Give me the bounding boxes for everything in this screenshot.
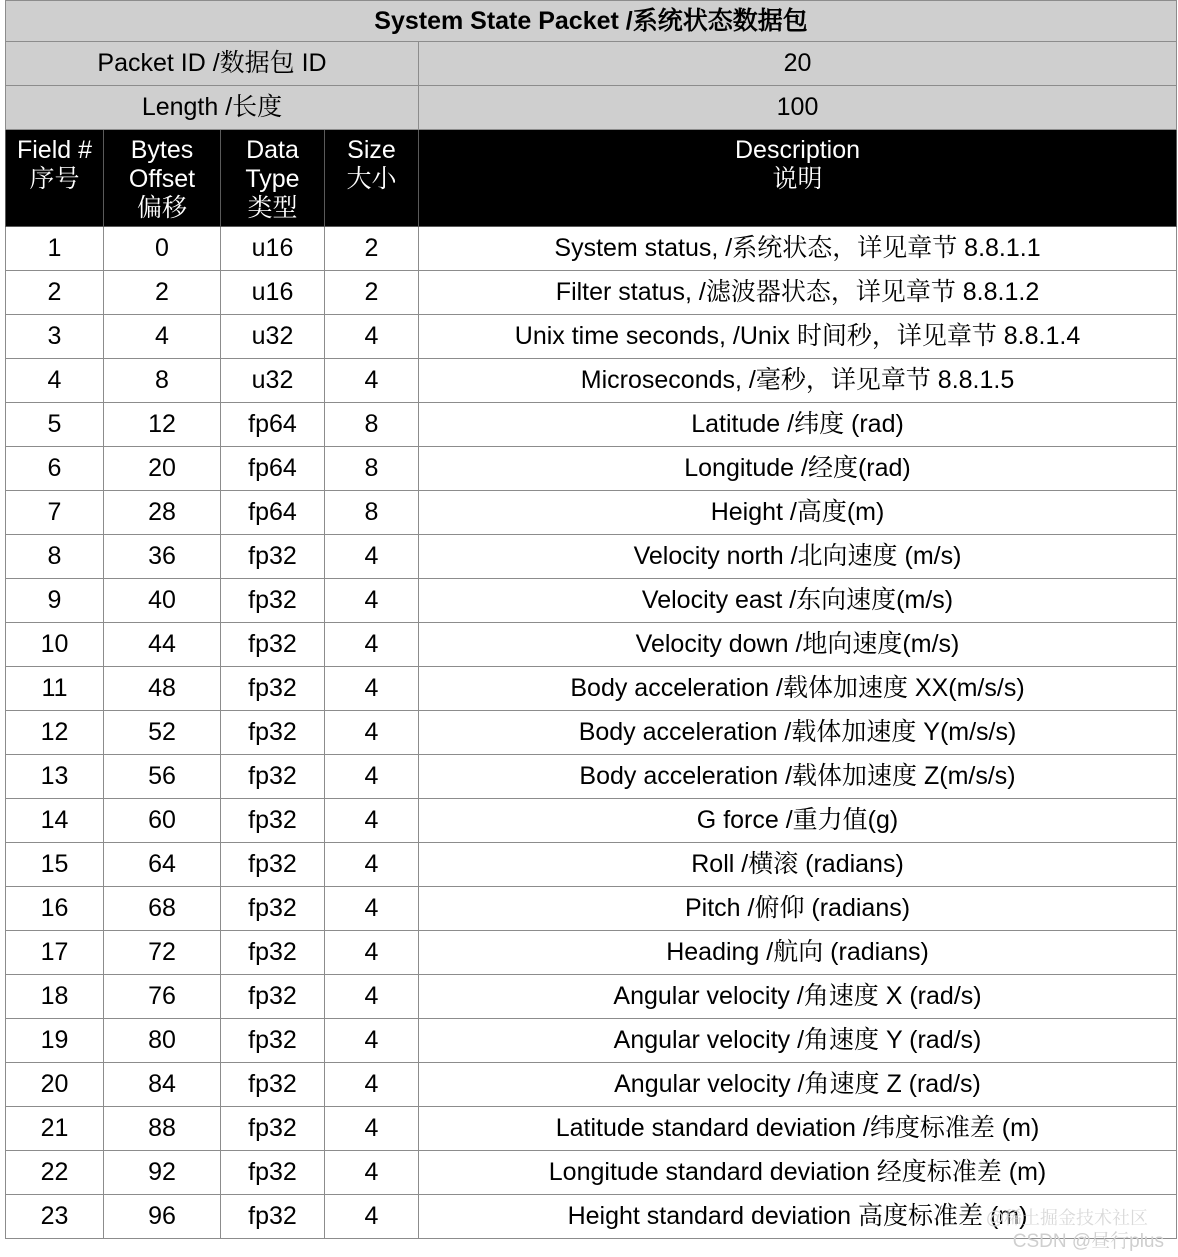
data-type-cell: u16 <box>221 271 325 315</box>
size-cell: 8 <box>325 491 419 535</box>
size-cell: 4 <box>325 799 419 843</box>
data-type-cell: fp32 <box>221 711 325 755</box>
byte-offset-cell: 96 <box>104 1195 221 1239</box>
field-number-cell: 18 <box>6 975 104 1019</box>
byte-offset-cell: 12 <box>104 403 221 447</box>
size-cell: 4 <box>325 843 419 887</box>
size-cell: 4 <box>325 1107 419 1151</box>
field-number-cell: 4 <box>6 359 104 403</box>
col-header-field: Field # 序号 <box>6 130 104 227</box>
watermark-csdn: CSDN @昼行plus <box>1012 1231 1164 1252</box>
table-row <box>6 491 1177 535</box>
field-number-cell: 23 <box>6 1195 104 1239</box>
byte-offset-cell: 76 <box>104 975 221 1019</box>
size-cell: 4 <box>325 315 419 359</box>
data-type-cell: u32 <box>221 315 325 359</box>
description-cell: Velocity east /东向速度(m/s) <box>419 579 1177 623</box>
size-cell: 8 <box>325 447 419 491</box>
col-header-type: Data Type 类型 <box>221 130 325 227</box>
field-number-cell: 8 <box>6 535 104 579</box>
description-cell: Angular velocity /角速度 Z (rad/s) <box>419 1063 1177 1107</box>
size-cell: 2 <box>325 227 419 271</box>
table-row <box>6 579 1177 623</box>
size-cell: 4 <box>325 1019 419 1063</box>
table-row <box>6 271 1177 315</box>
field-number-cell: 7 <box>6 491 104 535</box>
data-type-cell: fp32 <box>221 1063 325 1107</box>
table-row <box>6 1019 1177 1063</box>
table-title: System State Packet /系统状态数据包 <box>6 1 1177 42</box>
field-number-cell: 21 <box>6 1107 104 1151</box>
length-label: Length /长度 <box>6 86 419 130</box>
data-type-cell: fp32 <box>221 623 325 667</box>
byte-offset-cell: 36 <box>104 535 221 579</box>
byte-offset-cell: 44 <box>104 623 221 667</box>
data-type-cell: u32 <box>221 359 325 403</box>
length-value: 100 <box>419 86 1177 130</box>
packet-id-value: 20 <box>419 42 1177 86</box>
field-number-cell: 10 <box>6 623 104 667</box>
description-cell: Unix time seconds, /Unix 时间秒，详见章节 8.8.1.4 <box>419 315 1177 359</box>
byte-offset-cell: 20 <box>104 447 221 491</box>
column-header-row <box>6 130 1177 227</box>
description-cell: Height standard deviation 高度标准差 (m) <box>419 1195 1177 1239</box>
field-number-cell: 22 <box>6 1151 104 1195</box>
col-header-size: Size 大小 <box>325 130 419 227</box>
description-cell: Latitude standard deviation /纬度标准差 (m) <box>419 1107 1177 1151</box>
data-type-cell: fp32 <box>221 887 325 931</box>
data-type-cell: fp32 <box>221 1195 325 1239</box>
packet-id-label: Packet ID /数据包 ID <box>6 42 419 86</box>
description-cell: Longitude standard deviation 经度标准差 (m) <box>419 1151 1177 1195</box>
table-row <box>6 843 1177 887</box>
field-number-cell: 1 <box>6 227 104 271</box>
size-cell: 4 <box>325 359 419 403</box>
byte-offset-cell: 56 <box>104 755 221 799</box>
data-type-cell: fp64 <box>221 403 325 447</box>
data-type-cell: fp64 <box>221 491 325 535</box>
field-number-cell: 16 <box>6 887 104 931</box>
size-cell: 8 <box>325 403 419 447</box>
size-cell: 4 <box>325 711 419 755</box>
system-state-packet-table <box>5 0 1177 1239</box>
description-cell: G force /重力值(g) <box>419 799 1177 843</box>
size-cell: 4 <box>325 667 419 711</box>
description-cell: Velocity down /地向速度(m/s) <box>419 623 1177 667</box>
table-row <box>6 975 1177 1019</box>
field-number-cell: 11 <box>6 667 104 711</box>
field-number-cell: 9 <box>6 579 104 623</box>
description-cell: Angular velocity /角速度 Y (rad/s) <box>419 1019 1177 1063</box>
table-row <box>6 227 1177 271</box>
byte-offset-cell: 8 <box>104 359 221 403</box>
data-type-cell: fp32 <box>221 843 325 887</box>
description-cell: Filter status, /滤波器状态，详见章节 8.8.1.2 <box>419 271 1177 315</box>
data-type-cell: fp32 <box>221 1019 325 1063</box>
byte-offset-cell: 88 <box>104 1107 221 1151</box>
byte-offset-cell: 60 <box>104 799 221 843</box>
table-row <box>6 755 1177 799</box>
byte-offset-cell: 80 <box>104 1019 221 1063</box>
size-cell: 4 <box>325 755 419 799</box>
col-header-description: Description 说明 <box>419 130 1177 227</box>
field-number-cell: 13 <box>6 755 104 799</box>
byte-offset-cell: 40 <box>104 579 221 623</box>
table-row <box>6 799 1177 843</box>
data-type-cell: u16 <box>221 227 325 271</box>
packet-id-row <box>6 42 1177 86</box>
table-body <box>6 227 1177 1239</box>
field-number-cell: 6 <box>6 447 104 491</box>
byte-offset-cell: 28 <box>104 491 221 535</box>
description-cell: Latitude /纬度 (rad) <box>419 403 1177 447</box>
byte-offset-cell: 4 <box>104 315 221 359</box>
table-row <box>6 1063 1177 1107</box>
table-row <box>6 535 1177 579</box>
description-cell: Body acceleration /载体加速度 Z(m/s/s) <box>419 755 1177 799</box>
field-number-cell: 2 <box>6 271 104 315</box>
data-type-cell: fp32 <box>221 1107 325 1151</box>
description-cell: Body acceleration /载体加速度 XX(m/s/s) <box>419 667 1177 711</box>
data-type-cell: fp32 <box>221 799 325 843</box>
table-row <box>6 887 1177 931</box>
watermark-juejin: @稀土掘金技术社区 <box>985 1208 1148 1228</box>
size-cell: 4 <box>325 1195 419 1239</box>
byte-offset-cell: 68 <box>104 887 221 931</box>
data-type-cell: fp32 <box>221 579 325 623</box>
size-cell: 4 <box>325 1151 419 1195</box>
description-cell: Heading /航向 (radians) <box>419 931 1177 975</box>
field-number-cell: 15 <box>6 843 104 887</box>
length-row <box>6 86 1177 130</box>
size-cell: 4 <box>325 887 419 931</box>
size-cell: 4 <box>325 535 419 579</box>
byte-offset-cell: 64 <box>104 843 221 887</box>
data-type-cell: fp32 <box>221 755 325 799</box>
table-row <box>6 315 1177 359</box>
description-cell: Velocity north /北向速度 (m/s) <box>419 535 1177 579</box>
data-type-cell: fp32 <box>221 667 325 711</box>
size-cell: 2 <box>325 271 419 315</box>
field-number-cell: 20 <box>6 1063 104 1107</box>
table-row <box>6 359 1177 403</box>
data-type-cell: fp32 <box>221 1151 325 1195</box>
table-row <box>6 667 1177 711</box>
field-number-cell: 3 <box>6 315 104 359</box>
table-row <box>6 1151 1177 1195</box>
field-number-cell: 17 <box>6 931 104 975</box>
size-cell: 4 <box>325 975 419 1019</box>
byte-offset-cell: 0 <box>104 227 221 271</box>
byte-offset-cell: 52 <box>104 711 221 755</box>
data-type-cell: fp32 <box>221 975 325 1019</box>
data-type-cell: fp64 <box>221 447 325 491</box>
size-cell: 4 <box>325 579 419 623</box>
description-cell: Longitude /经度(rad) <box>419 447 1177 491</box>
field-number-cell: 5 <box>6 403 104 447</box>
table-row <box>6 403 1177 447</box>
table-row <box>6 623 1177 667</box>
col-header-offset: Bytes Offset 偏移 <box>104 130 221 227</box>
description-cell: System status, /系统状态，详见章节 8.8.1.1 <box>419 227 1177 271</box>
field-number-cell: 12 <box>6 711 104 755</box>
field-number-cell: 19 <box>6 1019 104 1063</box>
table-row <box>6 931 1177 975</box>
description-cell: Height /高度(m) <box>419 491 1177 535</box>
description-cell: Angular velocity /角速度 X (rad/s) <box>419 975 1177 1019</box>
byte-offset-cell: 84 <box>104 1063 221 1107</box>
data-type-cell: fp32 <box>221 535 325 579</box>
description-cell: Roll /横滚 (radians) <box>419 843 1177 887</box>
size-cell: 4 <box>325 1063 419 1107</box>
byte-offset-cell: 48 <box>104 667 221 711</box>
table-row <box>6 711 1177 755</box>
description-cell: Body acceleration /载体加速度 Y(m/s/s) <box>419 711 1177 755</box>
byte-offset-cell: 72 <box>104 931 221 975</box>
field-number-cell: 14 <box>6 799 104 843</box>
byte-offset-cell: 2 <box>104 271 221 315</box>
table-row <box>6 1107 1177 1151</box>
size-cell: 4 <box>325 931 419 975</box>
description-cell: Pitch /俯仰 (radians) <box>419 887 1177 931</box>
description-cell: Microseconds, /毫秒，详见章节 8.8.1.5 <box>419 359 1177 403</box>
size-cell: 4 <box>325 623 419 667</box>
table-title-row <box>6 1 1177 42</box>
data-type-cell: fp32 <box>221 931 325 975</box>
byte-offset-cell: 92 <box>104 1151 221 1195</box>
table-row <box>6 447 1177 491</box>
